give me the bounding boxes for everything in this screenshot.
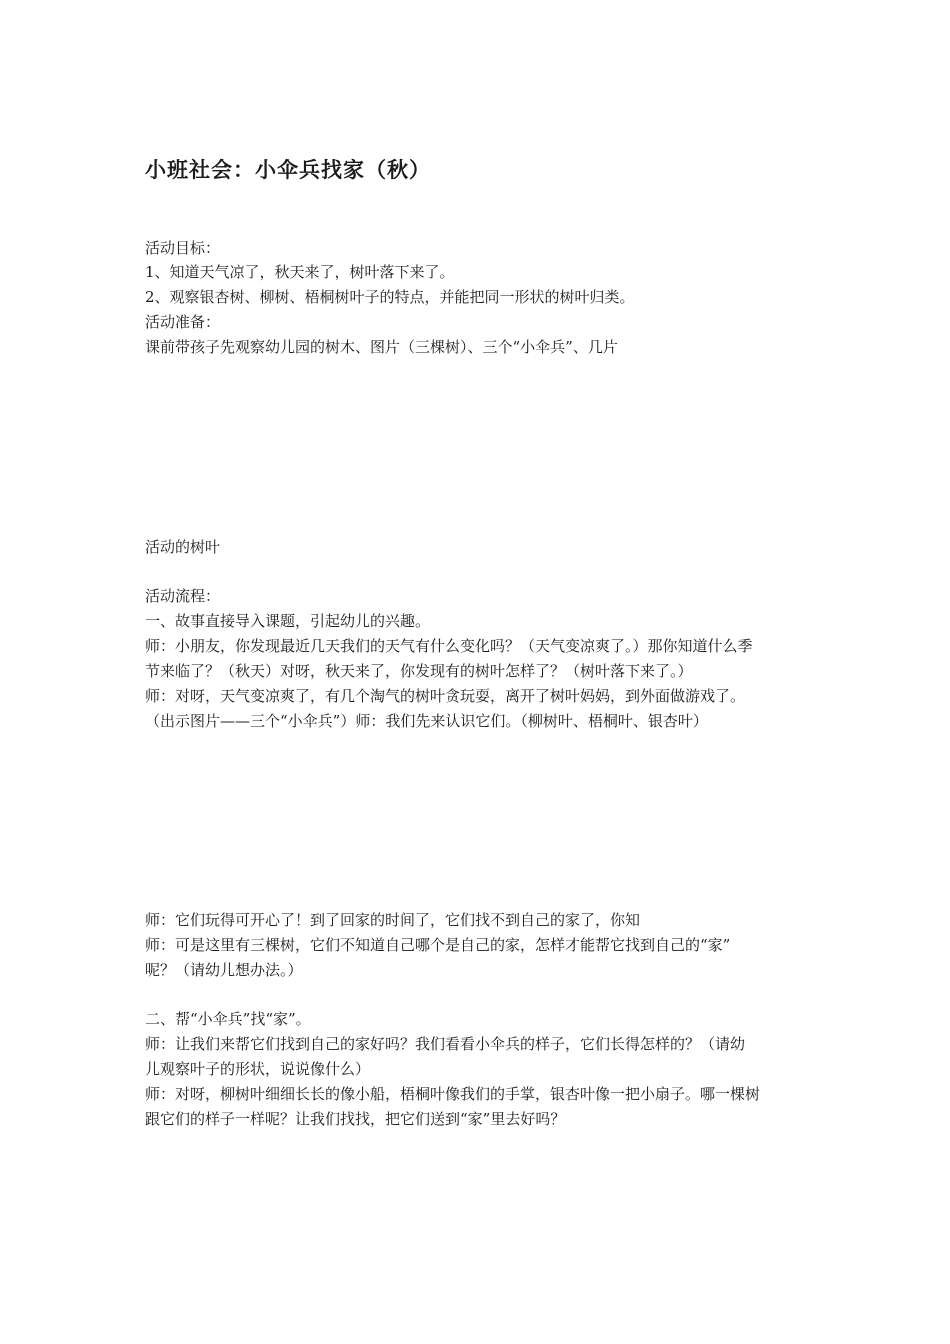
text-line: 二、帮“小伞兵”找“家”。: [145, 1010, 311, 1028]
text-line: 师：小朋友，你发现最近几天我们的天气有什么变化吗？（天气变凉爽了。）那你知道什么季: [145, 637, 753, 655]
text-line: 活动准备：: [145, 313, 221, 331]
text-line: 节来临了？（秋天）对呀，秋天来了，你发现有的树叶怎样了？（树叶落下来了。）: [145, 662, 693, 680]
text-line: （出示图片——三个“小伞兵”）师：我们先来认识它们。（柳树叶、梧桐叶、银杏叶）: [145, 712, 708, 730]
text-line: 呢？（请幼儿想办法。）: [145, 961, 303, 979]
text-line: 儿观察叶子的形状，说说像什么）: [145, 1060, 371, 1078]
text-line: 师：对呀，柳树叶细细长长的像小船，梧桐叶像我们的手掌，银杏叶像一把小扇子。哪一棵树: [145, 1085, 761, 1103]
text-line: 活动目标：: [145, 239, 221, 257]
text-line: 1、知道天气凉了，秋天来了，树叶落下来了。: [145, 263, 455, 281]
text-line: 课前带孩子先观察幼儿园的树木、图片（三棵树）、三个“小伞兵”、几片: [145, 338, 618, 356]
text-line: 师：让我们来帮它们找到自己的家好吗？我们看看小伞兵的样子，它们长得怎样的？（请幼: [145, 1035, 746, 1053]
text-line: 师：对呀，天气变凉爽了，有几个淘气的树叶贪玩耍，离开了树叶妈妈，到外面做游戏了。: [145, 687, 746, 705]
text-line: 活动流程：: [145, 587, 221, 605]
document-title: 小班社会：小伞兵找家（秋）: [145, 158, 431, 182]
text-line: 师：它们玩得可开心了！到了回家的时间了，它们找不到自己的家了，你知: [145, 911, 641, 929]
text-line: 2、观察银杏树、柳树、梧桐树叶子的特点，并能把同一形状的树叶归类。: [145, 288, 635, 306]
text-line: 活动的树叶: [145, 538, 221, 556]
text-line: 一、故事直接导入课题，引起幼儿的兴趣。: [145, 612, 431, 630]
text-line: 跟它们的样子一样呢？让我们找找，把它们送到“家”里去好吗？: [145, 1110, 566, 1128]
text-line: 师：可是这里有三棵树，它们不知道自己哪个是自己的家，怎样才能帮它找到自己的“家”: [145, 936, 731, 954]
